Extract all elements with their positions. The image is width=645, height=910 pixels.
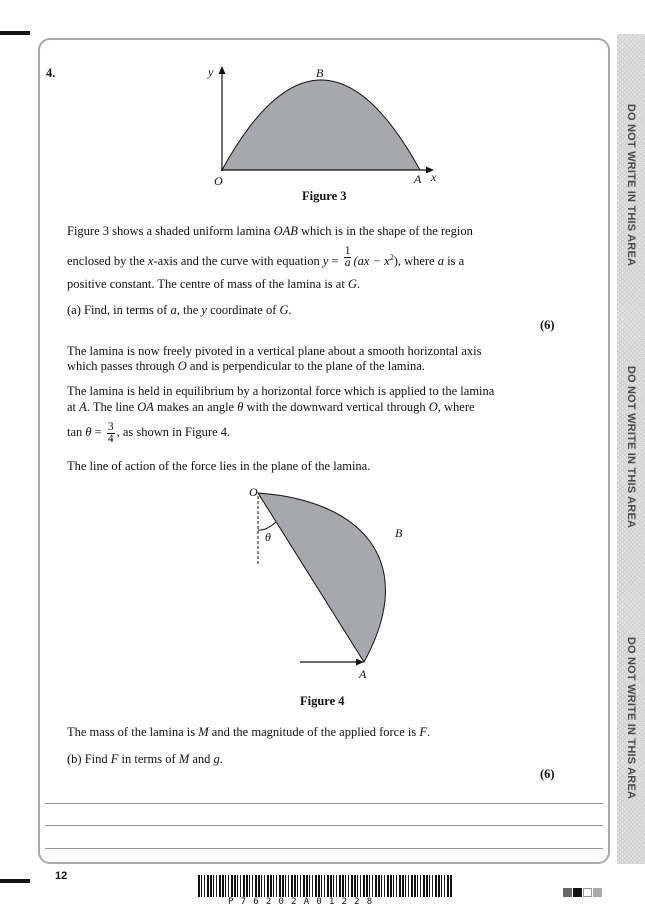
para3-tan: tan θ = $\frac{3}{4}$ , as shown in Figure 4. — [67, 420, 231, 445]
margin-warning: DO NOT WRITE IN THIS AREA — [625, 636, 637, 800]
para4: The line of action of the force lies in the plane of the lamina. — [67, 459, 371, 473]
page-marker-icon — [593, 888, 602, 897]
para3-line-2: at A. The line OA makes an angle θ with the downward vertical through O, where — [67, 400, 475, 414]
barcode-text: P76202A01228 — [228, 897, 380, 907]
para2-line-2: which passes through O and is perpendicular to the plane of the lamina. — [67, 359, 425, 373]
intro-line-3: positive constant. The centre of mass of the lamina is at G. — [67, 277, 361, 291]
part-b-question: (b) Find F in terms of M and g. — [67, 752, 223, 766]
lamina-oab — [222, 80, 420, 170]
label-theta: θ — [265, 530, 271, 544]
margin-warning: DO NOT WRITE IN THIS AREA — [625, 103, 637, 267]
y-axis-arrow-icon — [219, 66, 226, 74]
para5: The mass of the lamina is M and the magnitude of the applied force is F. — [67, 725, 431, 739]
angle-arc — [258, 522, 276, 530]
label-x: x — [431, 170, 437, 184]
label-o: O — [214, 174, 223, 188]
part-a-question: (a) Find, in terms of a, the y coordinate of G. — [67, 303, 292, 317]
margin-warning: DO NOT WRITE IN THIS AREA — [625, 365, 637, 529]
part-b-marks: (6) — [540, 767, 555, 781]
figure-3-caption: Figure 3 — [302, 189, 347, 203]
answer-line[interactable] — [45, 848, 603, 849]
part-a-marks: (6) — [540, 318, 555, 332]
barcode — [198, 875, 452, 897]
page-marker-icon — [573, 888, 582, 897]
para2-line-1: The lamina is now freely pivoted in a vertical plane about a smooth horizontal axis — [67, 344, 482, 358]
answer-line[interactable] — [45, 825, 603, 826]
answer-line[interactable] — [45, 803, 603, 804]
page-marker-icon — [563, 888, 572, 897]
label-b-fig4: B — [395, 526, 403, 540]
label-b: B — [316, 66, 324, 80]
page-marker-icon — [583, 888, 592, 897]
label-y: y — [208, 65, 214, 79]
question-number: 4. — [46, 66, 56, 80]
label-a: A — [414, 172, 422, 186]
lamina-figure-4 — [258, 493, 385, 662]
label-o-fig4: O — [249, 485, 258, 499]
figure-4-caption: Figure 4 — [300, 694, 345, 708]
label-a-fig4: A — [359, 667, 367, 681]
intro-line-1: Figure 3 shows a shaded uniform lamina OAB which is in the shape of the region — [67, 224, 473, 238]
intro-line-2: enclosed by the x-axis and the curve with equation y = $\frac{1}{a}$ $(ax - x^2)$, where a is a — [67, 244, 465, 269]
para3-line-1: The lamina is held in equilibrium by a horizontal force which is applied to the lamina — [67, 384, 495, 398]
page-number: 12 — [55, 870, 68, 882]
